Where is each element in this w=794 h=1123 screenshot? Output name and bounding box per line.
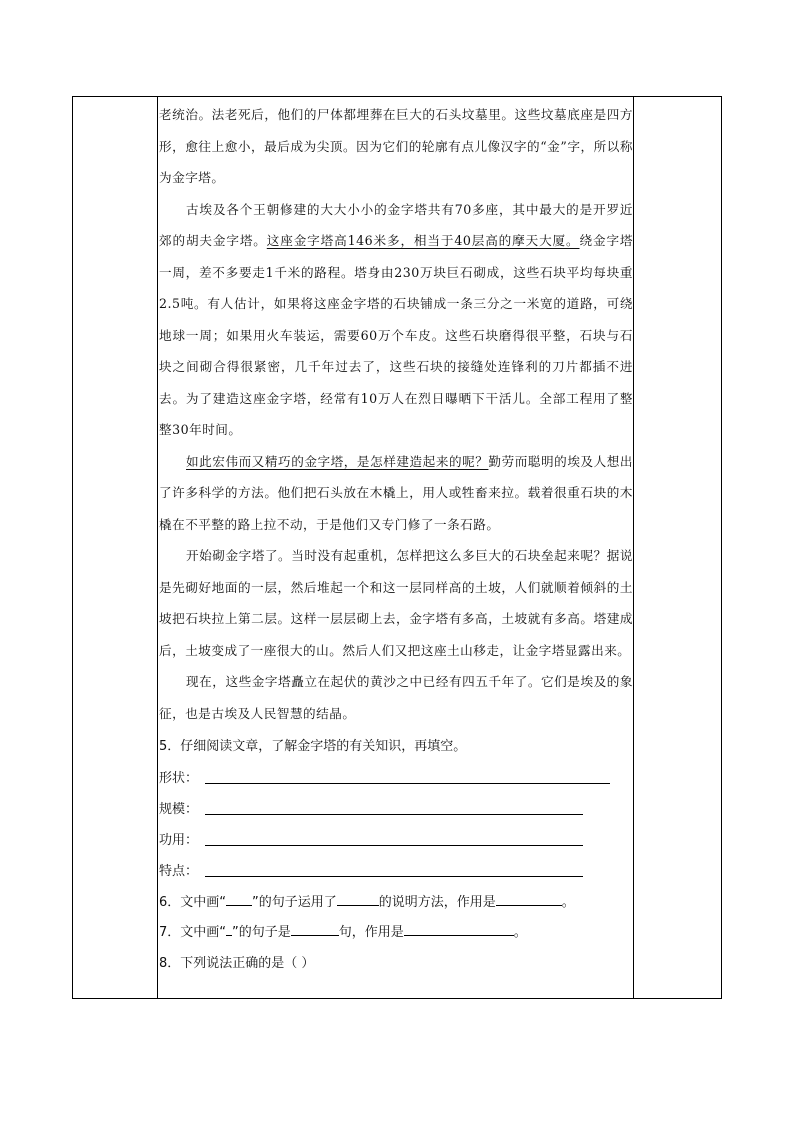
underlined-sentence-2: 如此宏伟而又精巧的金字塔，是怎样建造起来的呢？ [186, 453, 489, 469]
use-answer-line[interactable] [205, 845, 583, 846]
question-6: 6．文中画“ ”的句子运用了 的说明方法，作用是 。 [159, 895, 575, 910]
double-wave-mark [226, 905, 252, 906]
use-label: 功用： [159, 833, 199, 848]
column-divider-right [633, 97, 634, 998]
paragraph-2: 古埃及各个王朝修建的大大小小的金字塔共有70多座，其中最大的是开罗近郊的胡夫金字塔。这座金字塔高146米多，相当于40层高的摩天大厦。绕金字塔一周，差不多要走1千米的路程。塔身由230万块巨石砌成，这些石块平均每块重2.5吨。有人估计，如果将这座金字塔的石块铺成一条三分之一米宽的道路，可绕地球一周；如果用火车装运，需要60万个车皮。这些石块磨得很平整，石块与石块之间砌合得很紧密，几千年过去了，这些石块的接缝处连锋利的刀片都插不进去。为了建造这座金字塔，经常有10万人在烈日曝晒下干活儿。全部工程用了整整30年时间。 [159, 201, 634, 437]
q7-type-blank[interactable] [291, 935, 339, 936]
shape-answer-line[interactable] [205, 783, 610, 784]
scale-answer-line[interactable] [205, 814, 583, 815]
feature-label: 特点： [159, 864, 199, 879]
reading-passage [159, 99, 633, 729]
question-7: 7．文中画“ ”的句子是 句，作用是 。 [159, 925, 527, 940]
question-8: 8．下列说法正确的是（ ） [159, 956, 315, 971]
q6-method-blank[interactable] [337, 905, 379, 906]
paragraph-1: 老统治。法老死后，他们的尸体都埋葬在巨大的石头坟墓里。这些坟墓底座是四方形，愈往上愈小，最后成为尖顶。因为它们的轮廓有点儿像汉字的“金”字，所以称为金字塔。 [159, 107, 633, 185]
column-divider-left [157, 97, 158, 998]
shape-label: 形状： [159, 771, 199, 786]
main-cell [159, 99, 634, 971]
worksheet-table [72, 96, 722, 999]
feature-answer-line[interactable] [205, 876, 583, 877]
paragraph-4: 开始砌金字塔了。当时没有起重机，怎样把这么多巨大的石块垒起来呢？据说是先砌好地面的一层，然后堆起一个和这一层同样高的土坡，人们就顺着倾斜的土坡把石块拉上第二层。这样一层层砌上去，金字塔有多高，土坡就有多高。塔建成后，土坡变成了一座很大的山。然后人们又把这座土山移走，让金字塔显露出来。 [159, 548, 633, 658]
q6-effect-blank[interactable] [496, 905, 562, 906]
scale-label: 规模： [159, 802, 199, 817]
paragraph-5: 现在，这些金字塔矗立在起伏的黄沙之中已经有四五千年了。它们是埃及的象征，也是古埃及人民智慧的结晶。 [159, 674, 633, 721]
underlined-sentence-1: 这座金字塔高146米多，相当于40层高的摩天大厦。 [266, 233, 580, 248]
paragraph-3: 如此宏伟而又精巧的金字塔，是怎样建造起来的呢？勤劳而聪明的埃及人想出了许多科学的方法。他们把石头放在木橇上，用人或牲畜来拉。载着很重石块的木橇在不平整的路上拉不动，于是他们又专门修了一条石路。 [159, 453, 634, 532]
q7-effect-blank[interactable] [404, 935, 514, 936]
question-5: 5．仔细阅读文章，了解金字塔的有关知识，再填空。 [159, 739, 467, 754]
